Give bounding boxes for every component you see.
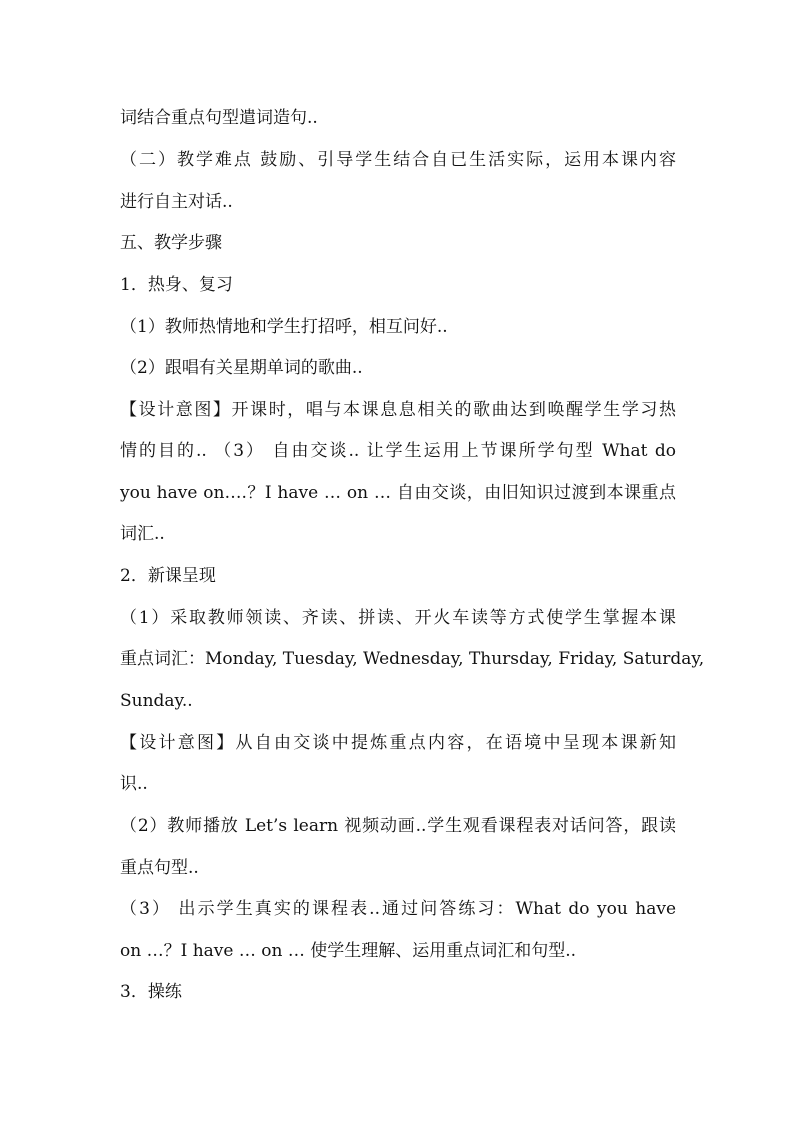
text-line: on …？I have … on … 使学生理解、运用重点词汇和句型.. [120,941,577,961]
text-line: 【设计意图】从自由交谈中提炼重点内容，在语境中呈现本课新知 [120,733,676,753]
text-line: （二）教学难点 鼓励、引导学生结合自已生活实际，运用本课内容 [120,150,676,170]
text-line: （3） 出示学生真实的课程表..通过问答练习：What do you have [120,899,676,919]
text-line: you have on….？I have … on … 自由交谈，由旧知识过渡到本课重点 [120,483,676,503]
text-line: 识.. [120,774,148,794]
text-line: （1）教师热情地和学生打招呼，相互问好.. [120,317,448,337]
text-line: （2）教师播放 Let’s learn 视频动画..学生观看课程表对话问答，跟读 [120,816,676,836]
text-line: 【设计意图】开课时，唱与本课息息相关的歌曲达到唤醒学生学习热 [120,400,676,420]
text-line: 情的目的.. （3） 自由交谈.. 让学生运用上节课所学句型 What do [120,441,676,461]
subsection-heading: 3．操练 [120,982,182,1002]
section-heading: 五、教学步骤 [120,233,222,253]
text-line: 进行自主对话.. [120,192,233,212]
text-line: Sunday.. [120,691,193,711]
subsection-heading: 1．热身、复习 [120,275,233,295]
text-line: 词汇.. [120,524,165,544]
text-line: 词结合重点句型遣词造句.. [120,108,318,128]
subsection-heading: 2．新课呈现 [120,566,216,586]
text-line: （1）采取教师领读、齐读、拼读、开火车读等方式使学生掌握本课 [120,608,676,628]
text-line: （2）跟唱有关星期单词的歌曲.. [120,358,363,378]
text-line: 重点词汇：Monday, Tuesday, Wednesday, Thursday, Friday, Saturday, [120,649,705,669]
text-line: 重点句型.. [120,858,199,878]
